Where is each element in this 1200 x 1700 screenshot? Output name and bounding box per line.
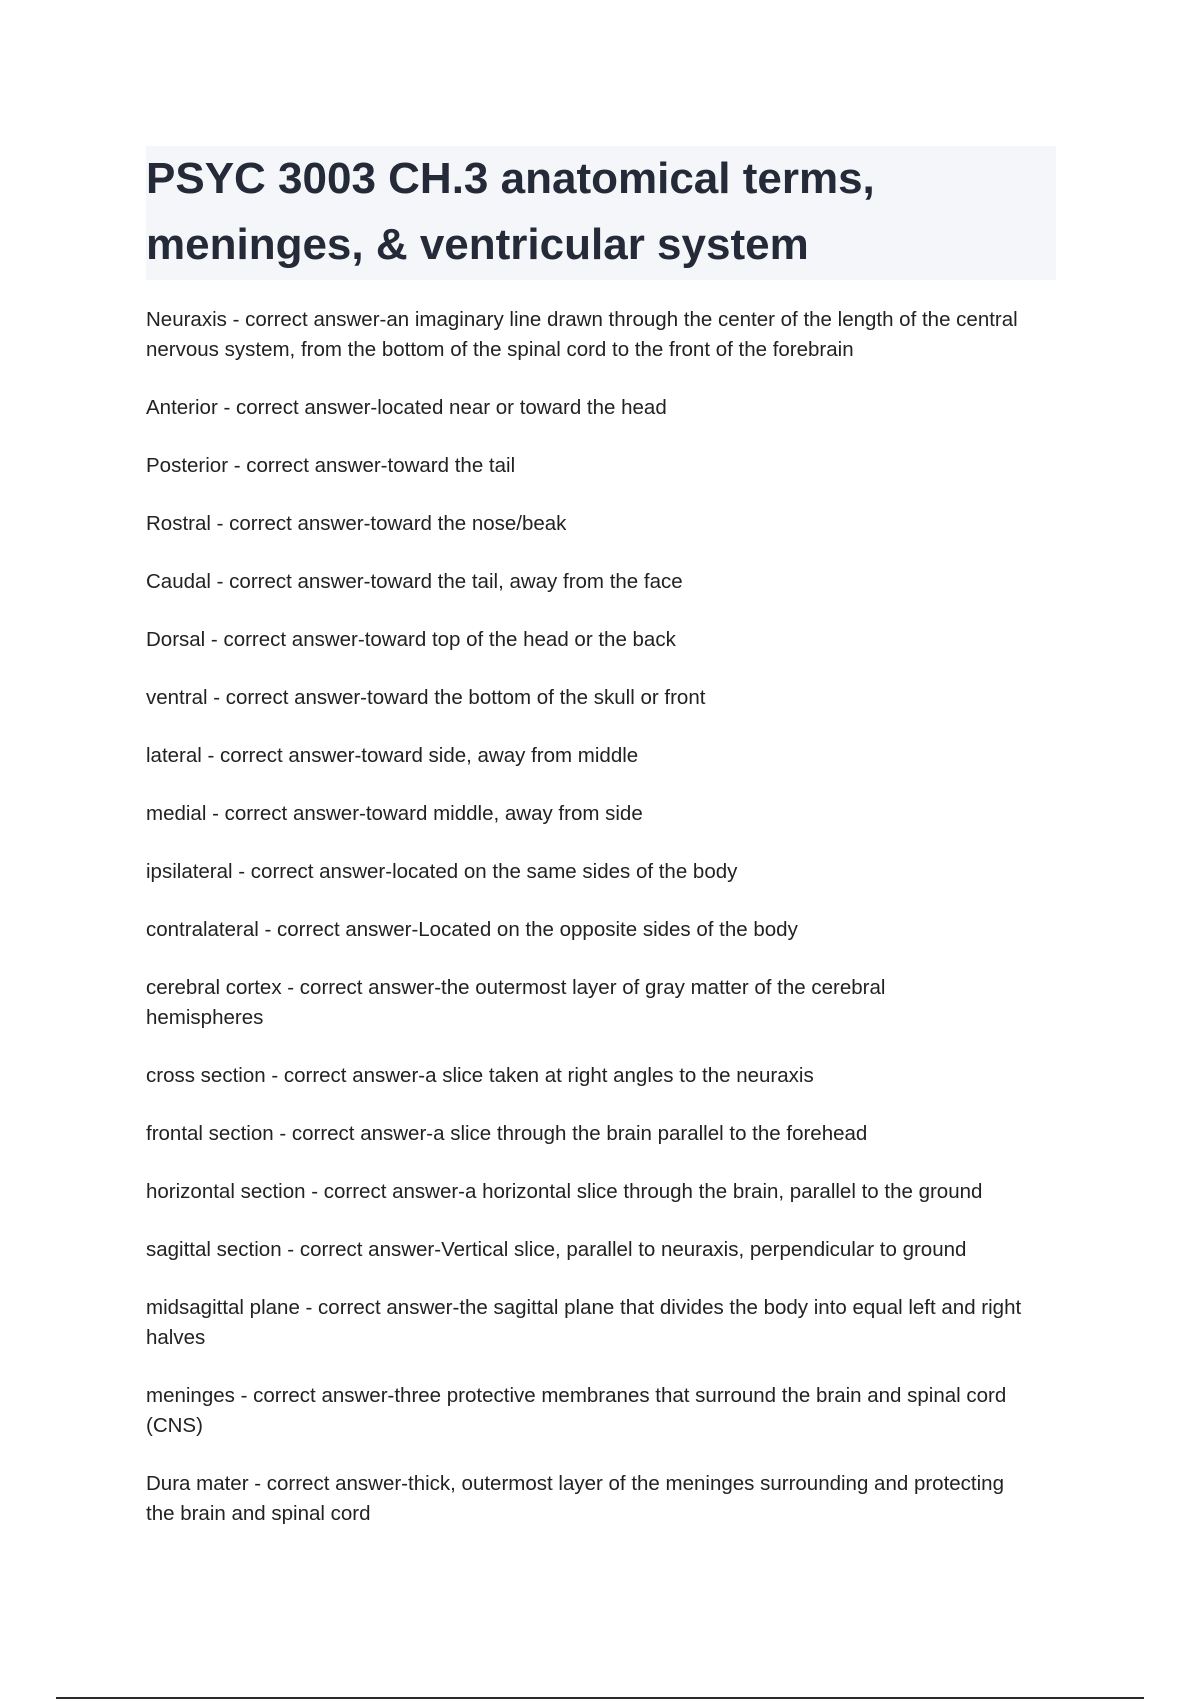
term-entry: cross section - correct answer-a slice taken at right angles to the neuraxis (146, 1064, 814, 1087)
term-entry: midsagittal plane - correct answer-the sagittal plane that divides the body into equal left and right halves (146, 1296, 1022, 1349)
term-entry: frontal section - correct answer-a slice through the brain parallel to the forehead (146, 1122, 868, 1145)
term-entry: Posterior - correct answer-toward the tail (146, 454, 516, 477)
term-entry: ipsilateral - correct answer-located on the same sides of the body (146, 860, 738, 883)
document-title: PSYC 3003 CH.3 anatomical terms, meninges, & ventricular system (146, 154, 875, 269)
term-entry: Dorsal - correct answer-toward top of the head or the back (146, 628, 676, 651)
term-entry: lateral - correct answer-toward side, away from middle (146, 744, 639, 767)
term-entry: meninges - correct answer-three protective membranes that surround the brain and spinal cord (CNS) (146, 1384, 1007, 1437)
term-entry: Dura mater - correct answer-thick, outermost layer of the meninges surrounding and protecting the brain and spinal cord (146, 1472, 1004, 1525)
term-entry: horizontal section - correct answer-a horizontal slice through the brain, parallel to the ground (146, 1180, 983, 1203)
term-entry: cerebral cortex - correct answer-the outermost layer of gray matter of the cerebral hemispheres (146, 976, 886, 1029)
term-entry: medial - correct answer-toward middle, away from side (146, 802, 643, 825)
term-entry: Caudal - correct answer-toward the tail, away from the face (146, 570, 683, 593)
term-entry: sagittal section - correct answer-Vertical slice, parallel to neuraxis, perpendicular to ground (146, 1238, 967, 1261)
term-list (146, 305, 1066, 1529)
term-entry: Anterior - correct answer-located near or toward the head (146, 396, 667, 419)
title-banner (146, 146, 1056, 280)
term-entry: contralateral - correct answer-Located on the opposite sides of the body (146, 918, 798, 941)
footer-divider (56, 1697, 1144, 1699)
term-entry: ventral - correct answer-toward the bottom of the skull or front (146, 686, 706, 709)
term-entry: Neuraxis - correct answer-an imaginary line drawn through the center of the length of the central nervous system, from the bottom of the spinal cord to the front of the forebrain (146, 308, 1018, 361)
term-entry: Rostral - correct answer-toward the nose/beak (146, 512, 567, 535)
